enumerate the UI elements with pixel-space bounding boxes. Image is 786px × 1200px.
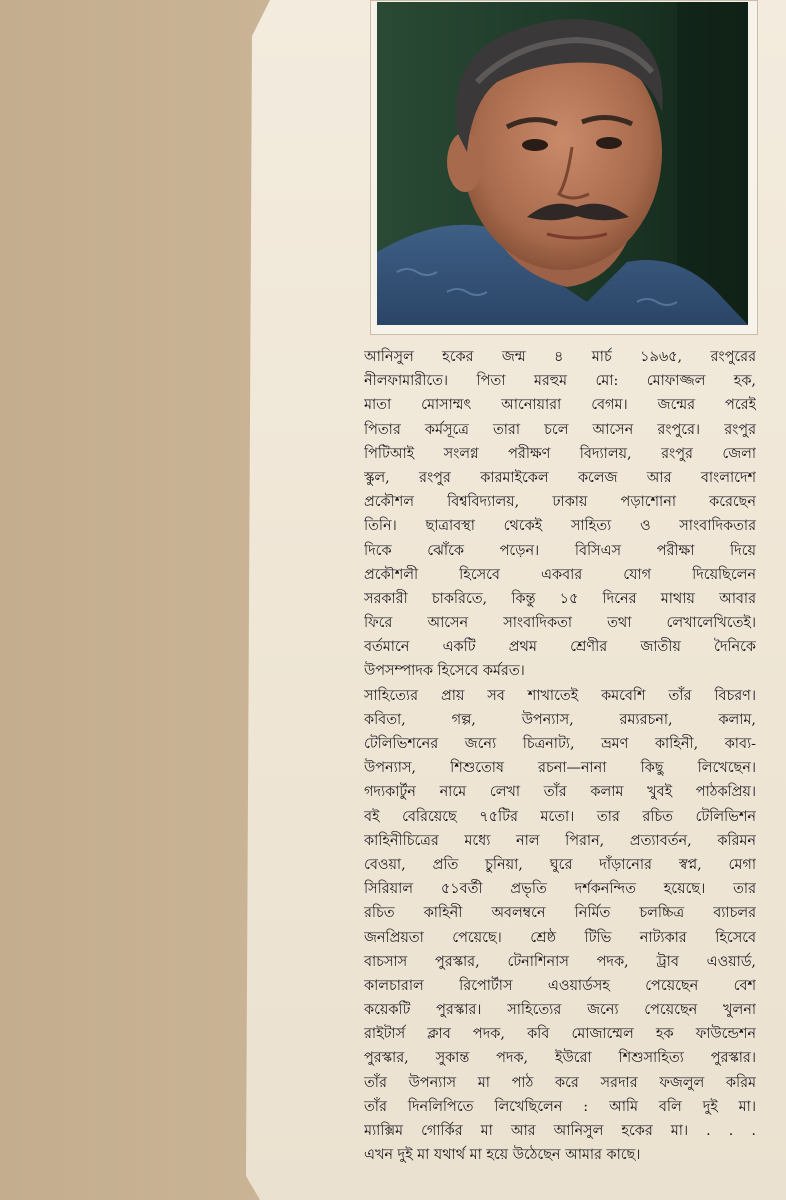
author-portrait — [377, 2, 748, 325]
biography-paragraph-1 — [364, 345, 756, 684]
bio-line: উপসম্পাদক হিসেবে কর্মরত। — [364, 663, 525, 680]
bio-line: প্রকৌশলী হিসেবে একবার যোগ দিয়েছিলেন — [364, 566, 756, 583]
bio-line: রাইটার্স ক্লাব পদক, কবি মোজাম্মেল হক ফাউন্ডেশন — [364, 1026, 756, 1043]
bio-line: বই বেরিয়েছে ৭৫টির মতো। তার রচিত টেলিভিশন — [364, 808, 756, 825]
bio-line: কবিতা, গল্প, উপন্যাস, রম্যরচনা, কলাম, — [364, 711, 756, 728]
bio-line: বেওয়া, প্রতি চুনিয়া, ঘুরে দাঁড়ানোর স্বপ্ন, মেগা — [364, 856, 756, 873]
bio-line: এখন দুই মা যথার্থ মা হয়ে উঠেছেন আমার কাছে। — [364, 1147, 641, 1164]
bio-line: তাঁর দিনলিপিতে লিখেছিলেন : আমি বলি দুই মা। — [364, 1098, 756, 1115]
bio-line: মাতা মোসাম্মৎ আনোয়ারা বেগম। জন্মের পরেই — [364, 397, 756, 414]
bio-line: উপন্যাস, শিশুতোষ রচনা—নানা কিছু লিখেছেন। — [364, 760, 756, 777]
bio-line: কয়েকটি পুরস্কার। সাহিত্যের জন্যে পেয়েছেন খুলনা — [364, 1002, 756, 1019]
bio-line: বর্তমানে একটি প্রথম শ্রেণীর জাতীয় দৈনিকে — [364, 639, 756, 656]
bio-line: তাঁর উপন্যাস মা পাঠ করে সরদার ফজলুল করিম — [364, 1074, 756, 1091]
bio-line: পিটিআই সংলগ্ন পরীক্ষণ বিদ্যালয়, রংপুর জেলা — [364, 445, 756, 462]
bio-line: পিতার কর্মসূত্রে তারা চলে আসেন রংপুরে। রংপুর — [364, 421, 756, 438]
bio-line: ম্যাক্সিম গোর্কির মা আর আনিসুল হকের মা। . . . — [364, 1123, 756, 1139]
bio-line: প্রকৌশল বিশ্ববিদ্যালয়, ঢাকায় পড়াশোনা করেছেন — [364, 494, 756, 511]
bio-line: তিনি। ছাত্রাবস্থা থেকেই সাহিত্য ও সাংবাদিকতার — [364, 518, 756, 535]
bio-line: কাহিনীচিত্রের মধ্যে নাল পিরান, প্রত্যাবর্তন, করিমন — [364, 832, 756, 849]
bio-line: টেলিভিশনের জন্যে চিত্রনাট্য, ভ্রমণ কাহিনী, কাব্য- — [364, 736, 756, 752]
bio-line: জনপ্রিয়তা পেয়েছে। শ্রেষ্ঠ টিভি নাট্যকার হিসেবে — [364, 929, 756, 946]
bio-line: আনিসুল হকের জন্ম ৪ মার্চ ১৯৬৫, রংপুরের — [364, 349, 756, 365]
bio-line: বাচসাস পুরস্কার, টেনাশিনাস পদক, ট্রাব এওয়ার্ড, — [364, 953, 756, 970]
portrait-illustration — [377, 2, 748, 325]
bio-line: সরকারী চাকরিতে, কিন্তু ১৫ দিনের মাথায় আবার — [364, 590, 756, 607]
author-biography — [364, 345, 756, 1167]
bio-line: স্কুল, রংপুর কারমাইকেল কলেজ আর বাংলাদেশ — [364, 469, 756, 486]
bio-line: কালচারাল রিপোর্টাস এওয়ার্ডসহ পেয়েছেন বেশ — [364, 977, 756, 994]
bio-line: ফিরে আসেন সাংবাদিকতা তথা লেখালেখিতেই। — [364, 615, 756, 632]
bio-line: রচিত কাহিনী অবলম্বনে নির্মিত চলচ্চিত্র ব্যাচলর — [364, 905, 756, 922]
bio-line: দিকে ঝোঁকে পড়েন। বিসিএস পরীক্ষা দিয়ে — [364, 542, 756, 559]
biography-paragraph-2 — [364, 684, 756, 1168]
bio-line: পুরস্কার, সুকান্ত পদক, ইউরো শিশুসাহিত্য পুরস্কার। — [364, 1050, 756, 1067]
bio-line: নীলফামারীতে। পিতা মরহুম মো: মোফাজ্জল হক, — [364, 373, 756, 390]
bio-line: সাহিত্যের প্রায় সব শাখাতেই কমবেশি তাঁর বিচরণ। — [364, 687, 756, 704]
bio-line: গদ্যকার্টুন নামে লেখা তাঁর কলাম খুবই পাঠকপ্রিয়। — [364, 784, 756, 801]
bio-line: সিরিয়াল ৫১বর্তী প্রভৃতি দর্শকনন্দিত হয়েছে। তার — [364, 881, 756, 898]
